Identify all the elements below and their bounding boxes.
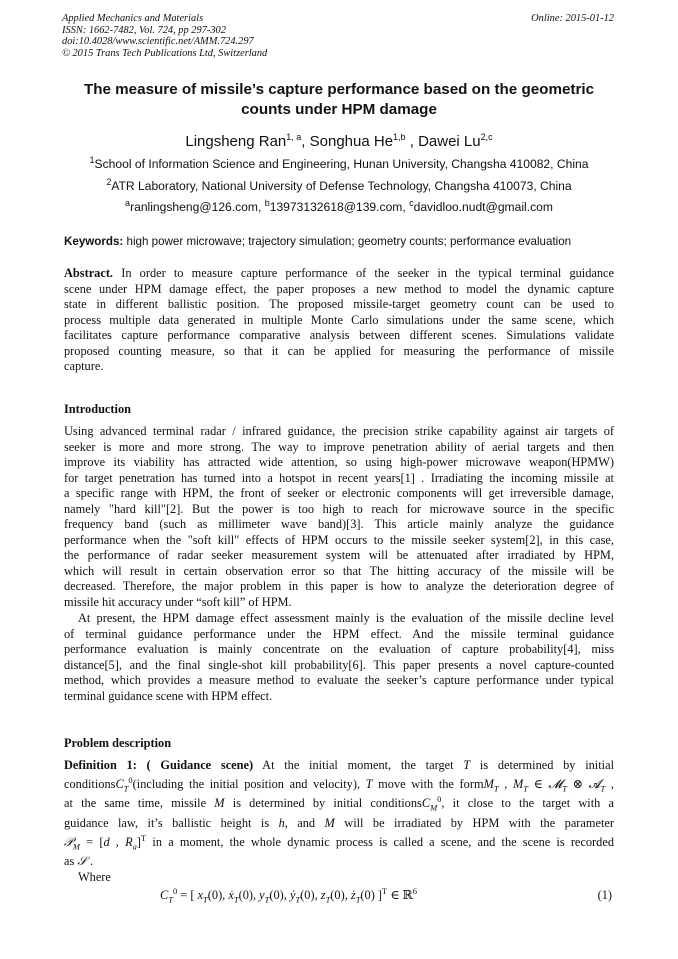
journal-name: Applied Mechanics and Materials [62,13,204,24]
introduction-paragraph-1: Using advanced terminal radar / infrared guidance, the precision strike capability against air targets of seeker is more and more strong. The way to improve penetration ability of aerial targets and then improve its viability has attracted wide attention, so using high-power microwave weapon(HPMW) for target penetration has turned into a hotspot in recent years[1] . Irradiating the incoming missile at a specific range with HPM, the front of seeker or electronic components will get irreversible damage, namely "hard kill"[2]. But the power is too high to reach for microwave source in the specific frequency band (such as millimeter wave band)[3]. This article mainly analyze the guidance performance when the "soft kill" effects of HPM occurs to the missile seeker system[2], in this case, the performance of radar seeker measurement system will be attenuated after irradiated by HPM, which will result in certain observation error so that The hitting accuracy of the missile will be decreased. Therefore, the major problem in this paper is how to analyze the deterioration degree of missile hit accuracy under “soft kill” of HPM. [64,424,614,610]
keywords-label: Keywords: [64,235,124,248]
author-name: Songhua He [309,133,394,150]
issn: ISSN: 1662-7482, Vol. 724, pp 297-302 [62,24,226,36]
online-date: Online: 2015-01-12 [531,13,614,24]
email-a[interactable]: ranlingsheng@126.com, [130,200,265,214]
equation-1: $C_T^0$ = [ $x_T(0)$, ẋ$_T$(0), $y_T(0)$, ẏ$_T$(0), $z_T(0)$, $ż_T(0)$ ]$^T$ ∈ ℝ$^6$ [160,885,418,905]
definition-1: Definition 1: ( Guidance scene) At the initial moment, the target T is determined by initial conditionsC$_T^0$(including the initial position and velocity), T move with the formM$_T$ , $M_T$ ∈ 𝓜$_T$ ⊗ 𝓐$_T$ , at the same time, missile M is determined by initial conditionsC$_M^0$, it close to the target with a guidance law, it’s ballistic height is h, and M will be irradiated by HPM with the parameter 𝒫$_M$ = [d , $R_a]^T$ in a moment, the whole dynamic process is called a scene, and the scene is recorded as 𝒮 . [64,758,615,869]
author-name: Lingsheng Ran [185,133,287,150]
copyright: © 2015 Trans Tech Publications Ltd, Switzerland [62,47,268,59]
where-label: Where [78,870,111,884]
email-c[interactable]: davidloo.nudt@gmail.com [413,200,553,214]
abstract-label: Abstract. [64,266,114,280]
introduction-paragraph-2: At present, the HPM damage effect assessment mainly is the evaluation of the missile decline level of terminal guidance performance under the HPM effect. And the missile terminal guidance performance evaluation is mainly concentrate on the evaluation of capture probability[4], miss distance[5], and the final single-shot kill probability[6]. This paper presents a novel capture-counted method, which provides a measure method to evaluate the seeker’s capture performance under typical terminal guidance scene with HPM effect. [64,611,614,703]
abstract: Abstract. In order to measure capture performance of the seeker in the typical terminal guidance scene under HPM damage effect, the paper proposes a new method to model the dynamic capture state in different ballistic position. The proposed missile-target geometry count can be used to process multiple data generated in multiple Monte Carlo simulations under the same scene, which facilitates capture performance comparative analysis between different scenes. Simulations validate proposed counting measure, so that it can be applied for measuring the performance of missile capture. [64,266,614,374]
author-name: Dawei Lu [418,133,481,150]
author-emails: $^a$ranlingsheng@126.com, $^b$13973132618@139.com, $^c$davidloo.nudt@gmail.com [125,197,553,214]
email-b[interactable]: 13973132618@139.com, [269,200,410,214]
affiliation-1: $^1$School of Information Science and Engineering, Hunan University, Changsha 410082, China [89,154,589,171]
journal-header [62,13,267,59]
paper-title: The measure of missile’s capture performance based on the geometric counts under HPM damage [83,81,595,118]
section-heading-introduction: Introduction [64,402,131,416]
definition-label: Definition 1: ( Guidance scene) [64,758,254,772]
section-heading-problem-description: Problem description [64,736,172,750]
keywords: Keywords: high power microwave; trajectory simulation; geometry counts; performance evaluation [64,235,572,248]
doi[interactable]: doi:10.4028/www.scientific.net/AMM.724.297 [62,36,254,48]
affiliation-2: $^2$ATR Laboratory, National University of Defense Technology, Changsha 410073, China [106,176,572,193]
equation-number: (1) [597,888,612,902]
author-list: Lingsheng Ran$^{1, a}$, Songhua He$^{1,b}$ , Dawei Lu$^{2,c}$ [185,132,493,150]
